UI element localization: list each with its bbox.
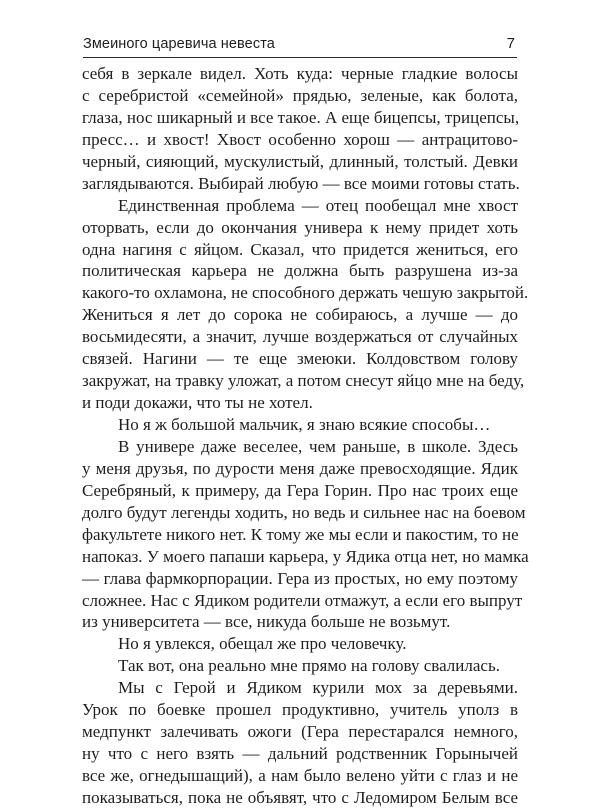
text-line: Но я увлекся, обещал же про человечку. (118, 634, 407, 654)
text-line: — глава фармкорпорации. Гера из простых, но ему поэтому (82, 568, 518, 588)
text-line: какого-то охламона, не способного держать чешую закрытой. (82, 283, 529, 303)
text-line: и поди докажи, что ты не хотел. (82, 393, 313, 413)
text-line: сложнее. Нас с Ядиком родители отмажут, а если его выпрут (82, 590, 523, 610)
text-line: черный, сияющий, мускулистый, длинный, толстый. Девки (82, 151, 518, 171)
body-text (82, 63, 529, 809)
text-line: Жениться я лет до сорока не собираюсь, а лучше — до (82, 305, 518, 325)
text-line: Урок по боевке прошел продуктивно, учитель уполз в (82, 700, 518, 720)
text-line: глаза, нос шикарный и все такое. А еще бицепсы, трицепсы, (82, 107, 520, 127)
text-line: с серебристой «семейной» прядью, зеленые, как болота, (82, 85, 518, 105)
text-line: факультете никого нет. К тому же мы если и пакостим, то не (82, 524, 519, 544)
text-line: одна нагиня с яйцом. Сказал, что придется жениться, его (82, 239, 518, 259)
text-line: связей. Нагини — те еще змеюки. Колдовством голову (82, 349, 518, 369)
text-line: показываться, пока не объявят, что с Ледомиром Белым все (82, 787, 518, 807)
text-line: восьмидесяти, а значит, лучше воздержаться от случайных (82, 327, 518, 347)
running-header (83, 33, 517, 58)
text-line: Единственная проблема — отец пообещал мне хвост (118, 195, 518, 215)
text-line: у меня друзья, по дурости меня даже превосходящие. Ядик (82, 458, 518, 478)
text-line: ну что с него взять — дальний родственник Горынычей (82, 744, 518, 764)
text-line: Серебряный, к примеру, да Гера Горин. Про нас троих еще (82, 480, 518, 500)
text-line: долго будут легенды ходить, но ведь и сильнее нас на боевом (82, 502, 526, 522)
page-number: 7 (506, 35, 515, 52)
text-line: Мы с Герой и Ядиком курили мох за деревьями. (118, 678, 518, 698)
running-title: Змеиного царевича невеста (83, 36, 275, 52)
text-line: Так вот, она реально мне прямо на голову свалилась. (118, 656, 500, 676)
text-line: политическая карьера не должна быть разрушена из-за (82, 261, 518, 281)
text-line: себя в зеркале видел. Хоть куда: черные гладкие волосы (82, 64, 518, 83)
text-line: Но я ж большой мальчик, я знаю всякие способы… (118, 415, 491, 434)
text-line: закружат, на травку уложат, а потом снесут яйцо мне на беду, (82, 371, 525, 391)
text-line: В универе даже веселее, чем раньше, в школе. Здесь (118, 436, 518, 456)
text-line: напоказ. У моего папаши карьера, у Ядика отца нет, но мамка (82, 546, 529, 566)
text-line: заглядываются. Выбирай любую — все моими готовы стать. (82, 173, 520, 193)
text-line: медпункт залечивать ожоги (Гера перестарался немного, (82, 722, 518, 742)
text-line: все же, огнедышащий), а нам было велено уйти с глаз и не (82, 766, 518, 785)
text-line: из университета — все, никуда больше не возьмут. (82, 612, 451, 632)
text-line: оторвать, если до окончания универа к нему придет хоть (82, 217, 518, 237)
text-line: пресс… и хвост! Хвост особенно хорош — антрацитово- (82, 129, 518, 149)
